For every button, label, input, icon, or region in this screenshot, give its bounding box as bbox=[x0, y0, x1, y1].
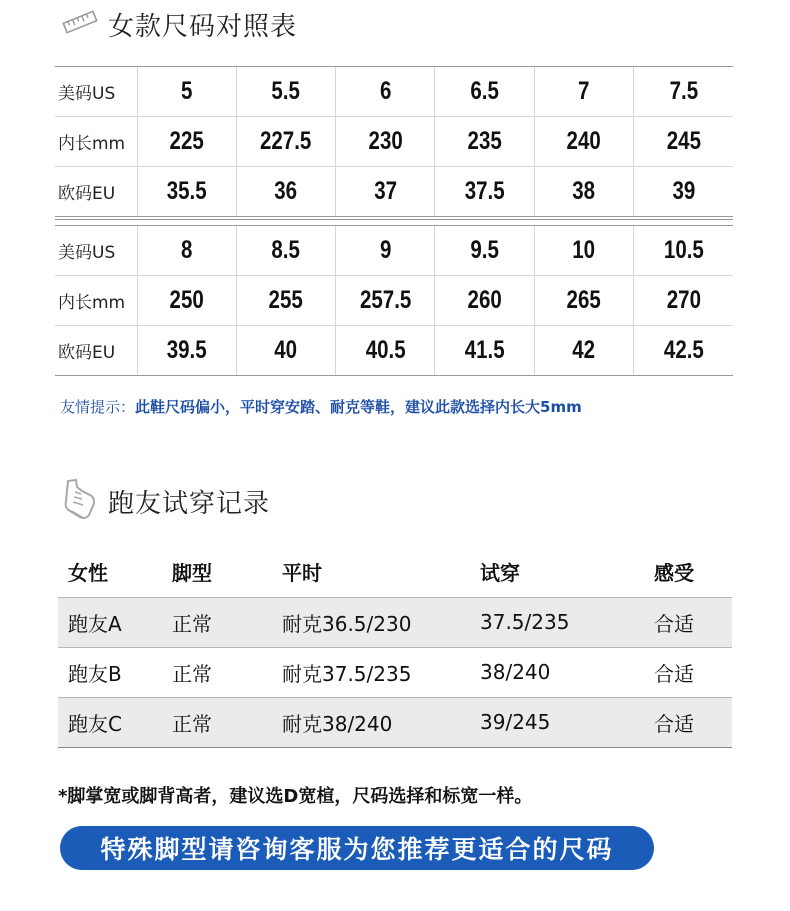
table-row bbox=[55, 117, 733, 167]
size-cell: 225 bbox=[146, 117, 227, 167]
size-cell: 10 bbox=[543, 226, 624, 276]
size-cell: 250 bbox=[146, 276, 227, 326]
size-cell: 255 bbox=[245, 276, 326, 326]
runner-log-table bbox=[58, 547, 732, 748]
runner-log-title: 跑友试穿记录 bbox=[108, 488, 271, 519]
size-table-1 bbox=[55, 66, 733, 217]
col-header: 试穿 bbox=[480, 561, 520, 586]
size-table-2 bbox=[55, 225, 733, 376]
runner-name: 跑友C bbox=[58, 697, 162, 747]
row-label-mm: 内长mm bbox=[55, 276, 137, 326]
usual-size: 耐克36.5/230 bbox=[272, 597, 470, 647]
feeling: 合适 bbox=[644, 597, 732, 647]
size-cell: 6.5 bbox=[444, 67, 525, 117]
row-label-eu: 欧码EU bbox=[55, 326, 137, 376]
table-row bbox=[55, 167, 733, 217]
size-cell: 39 bbox=[643, 167, 724, 217]
foot-type: 正常 bbox=[162, 597, 272, 647]
size-cell: 6 bbox=[345, 67, 426, 117]
size-cell: 240 bbox=[543, 117, 624, 167]
customer-service-banner[interactable]: 特殊脚型请咨询客服为您推荐更适合的尺码 bbox=[60, 826, 654, 870]
foot-type: 正常 bbox=[162, 697, 272, 747]
tip-lead: 友情提示： bbox=[60, 398, 136, 416]
size-cell: 40.5 bbox=[345, 326, 426, 376]
size-cell: 7.5 bbox=[643, 67, 724, 117]
table-row bbox=[58, 647, 732, 697]
size-cell: 37 bbox=[345, 167, 426, 217]
size-chart-header bbox=[62, 4, 297, 44]
size-cell: 8 bbox=[146, 226, 227, 276]
foot-type: 正常 bbox=[162, 647, 272, 697]
ruler-icon bbox=[62, 10, 108, 38]
runner-name: 跑友A bbox=[58, 597, 162, 647]
col-header: 女性 bbox=[68, 561, 108, 586]
col-header: 感受 bbox=[654, 561, 694, 586]
row-label-mm: 内长mm bbox=[55, 117, 137, 167]
size-cell: 40 bbox=[245, 326, 326, 376]
size-tip bbox=[60, 396, 582, 417]
table-row bbox=[58, 597, 732, 647]
row-label-us: 美码US bbox=[55, 226, 137, 276]
runner-log-header bbox=[62, 478, 270, 524]
table-row bbox=[55, 67, 733, 117]
size-cell: 9.5 bbox=[444, 226, 525, 276]
size-cell: 37.5 bbox=[444, 167, 525, 217]
size-cell: 42 bbox=[543, 326, 624, 376]
size-cell: 35.5 bbox=[146, 167, 227, 217]
size-cell: 36 bbox=[245, 167, 326, 217]
size-cell: 260 bbox=[444, 276, 525, 326]
size-cell: 235 bbox=[444, 117, 525, 167]
row-label-eu: 欧码EU bbox=[55, 167, 137, 217]
shoe-icon bbox=[62, 478, 108, 524]
table-header-row bbox=[58, 547, 732, 597]
size-cell: 7 bbox=[543, 67, 624, 117]
feeling: 合适 bbox=[644, 647, 732, 697]
size-cell: 257.5 bbox=[345, 276, 426, 326]
table-row bbox=[55, 326, 733, 376]
size-cell: 230 bbox=[345, 117, 426, 167]
size-cell: 227.5 bbox=[245, 117, 326, 167]
size-cell: 41.5 bbox=[444, 326, 525, 376]
row-label-us: 美码US bbox=[55, 67, 137, 117]
col-header: 平时 bbox=[282, 561, 322, 586]
tried-size: 38/240 bbox=[470, 647, 644, 697]
usual-size: 耐克37.5/235 bbox=[272, 647, 470, 697]
col-header: 脚型 bbox=[172, 561, 212, 586]
tip-body: 此鞋尺码偏小，平时穿安踏、耐克等鞋，建议此款选择内长大5mm bbox=[135, 398, 582, 416]
size-cell: 39.5 bbox=[146, 326, 227, 376]
wide-foot-note: *脚掌宽或脚背高者，建议选D宽楦，尺码选择和标宽一样。 bbox=[58, 786, 533, 807]
size-cell: 9 bbox=[345, 226, 426, 276]
size-cell: 42.5 bbox=[643, 326, 724, 376]
table-divider bbox=[55, 219, 733, 220]
size-cell: 270 bbox=[643, 276, 724, 326]
size-cell: 265 bbox=[543, 276, 624, 326]
size-cell: 10.5 bbox=[643, 226, 724, 276]
usual-size: 耐克38/240 bbox=[272, 697, 470, 747]
tried-size: 37.5/235 bbox=[470, 597, 644, 647]
size-cell: 8.5 bbox=[245, 226, 326, 276]
table-row bbox=[58, 697, 732, 747]
tried-size: 39/245 bbox=[470, 697, 644, 747]
feeling: 合适 bbox=[644, 697, 732, 747]
size-cell: 245 bbox=[643, 117, 724, 167]
table-row bbox=[55, 226, 733, 276]
size-chart-title: 女款尺码对照表 bbox=[108, 11, 298, 42]
table-row bbox=[55, 276, 733, 326]
runner-name: 跑友B bbox=[58, 647, 162, 697]
size-cell: 5 bbox=[146, 67, 227, 117]
size-cell: 38 bbox=[543, 167, 624, 217]
size-cell: 5.5 bbox=[245, 67, 326, 117]
